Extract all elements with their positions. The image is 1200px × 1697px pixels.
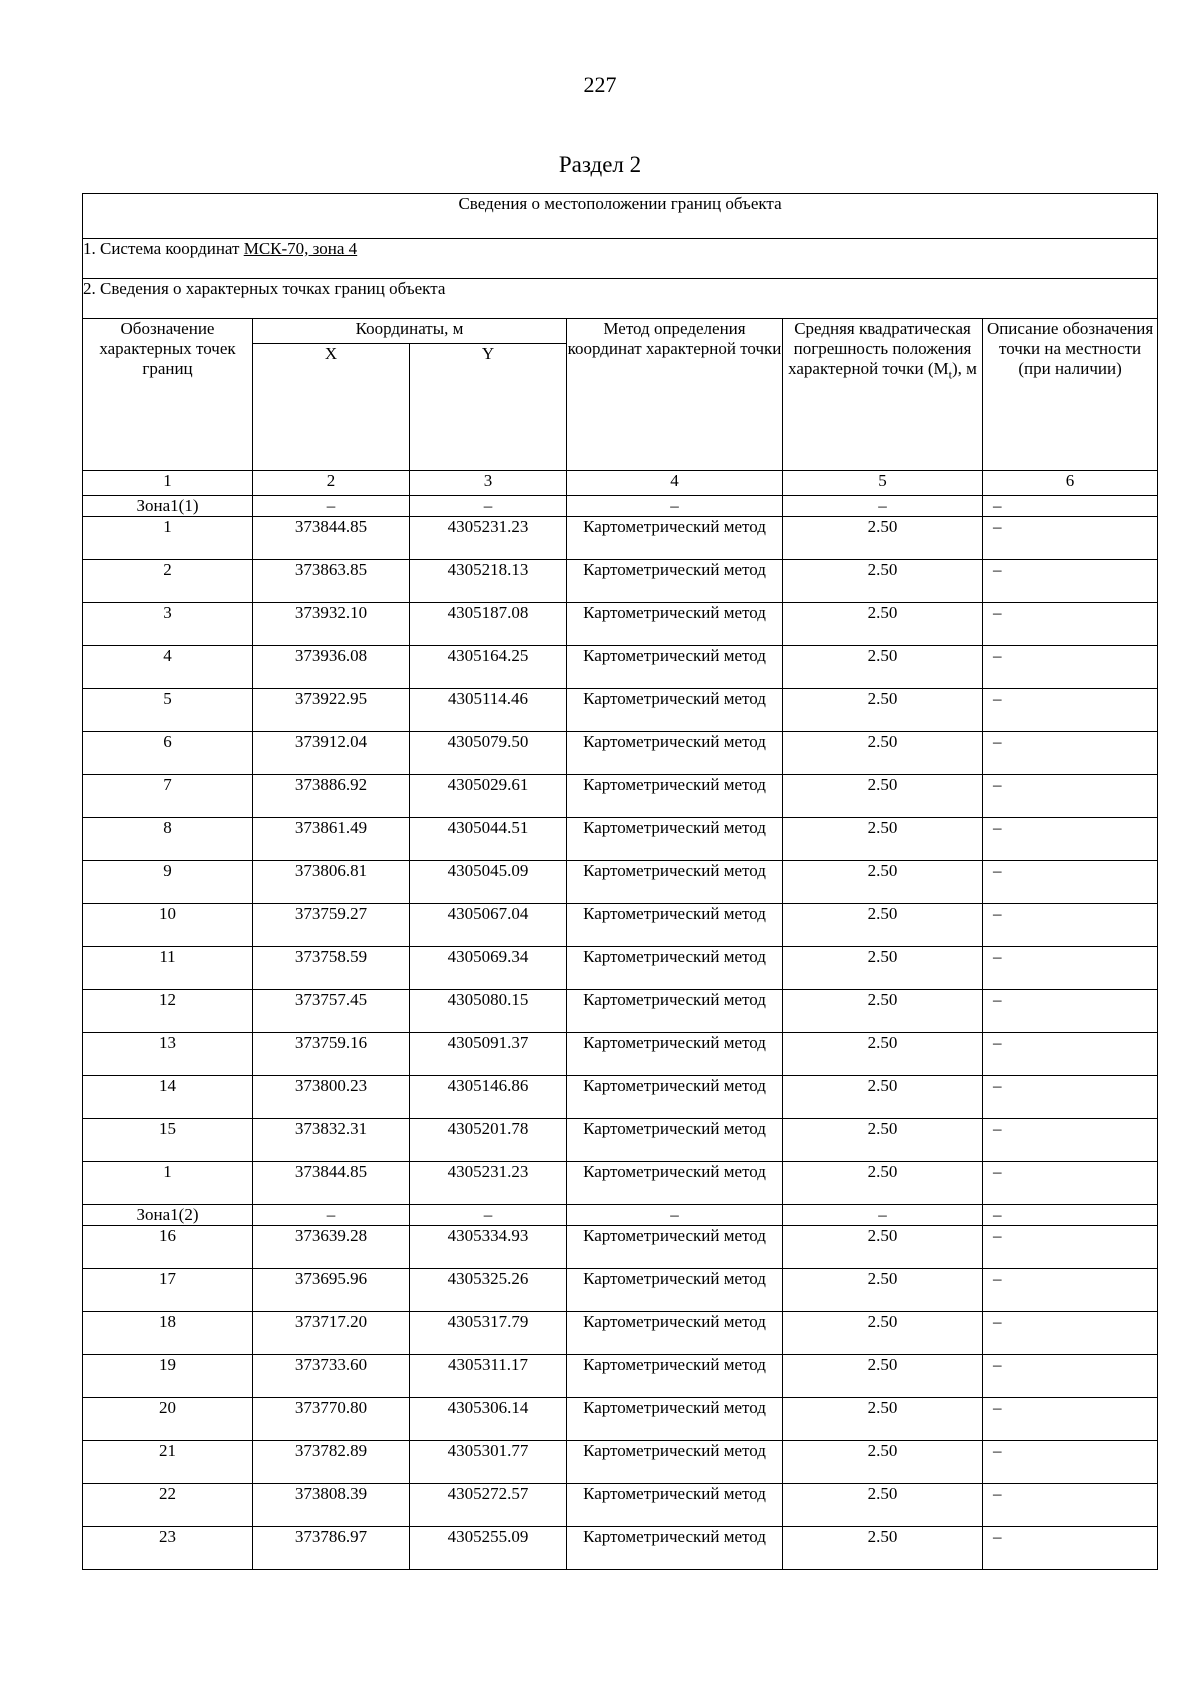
table-row <box>83 732 1158 775</box>
point-method: Картометрический метод <box>567 517 783 560</box>
point-x: 373770.80 <box>253 1398 410 1441</box>
table-row <box>83 1312 1158 1355</box>
point-number: 15 <box>83 1119 253 1162</box>
point-description: – <box>983 1119 1158 1162</box>
table-row <box>83 1527 1158 1570</box>
point-description: – <box>983 1484 1158 1527</box>
point-error: 2.50 <box>783 1312 983 1355</box>
zone-dash: – <box>253 1205 410 1226</box>
table-row <box>83 1355 1158 1398</box>
point-error: 2.50 <box>783 689 983 732</box>
header-designation: Обозначение характерных точек границ <box>83 319 253 471</box>
point-number: 11 <box>83 947 253 990</box>
column-number: 4 <box>567 471 783 496</box>
point-y: 4305146.86 <box>410 1076 567 1119</box>
point-description: – <box>983 904 1158 947</box>
header-error-text: Средняя квадратическая погрешность положения характерной точки (M <box>788 319 972 378</box>
zone-dash: – <box>783 496 983 517</box>
point-error: 2.50 <box>783 1441 983 1484</box>
point-x: 373922.95 <box>253 689 410 732</box>
point-y: 4305325.26 <box>410 1269 567 1312</box>
point-description: – <box>983 689 1158 732</box>
point-error: 2.50 <box>783 1269 983 1312</box>
point-x: 373786.97 <box>253 1527 410 1570</box>
column-number: 1 <box>83 471 253 496</box>
point-x: 373844.85 <box>253 517 410 560</box>
point-error: 2.50 <box>783 1226 983 1269</box>
point-description: – <box>983 517 1158 560</box>
point-error: 2.50 <box>783 732 983 775</box>
point-description: – <box>983 1033 1158 1076</box>
point-y: 4305317.79 <box>410 1312 567 1355</box>
header-y: Y <box>410 344 567 471</box>
point-number: 1 <box>83 517 253 560</box>
point-x: 373806.81 <box>253 861 410 904</box>
table-row <box>83 1033 1158 1076</box>
header-description: Описание обозначения точки на местности (при наличии) <box>983 319 1158 471</box>
point-x: 373808.39 <box>253 1484 410 1527</box>
point-method: Картометрический метод <box>567 1033 783 1076</box>
point-y: 4305044.51 <box>410 818 567 861</box>
point-description: – <box>983 603 1158 646</box>
page-number: 227 <box>583 72 617 97</box>
point-description: – <box>983 1076 1158 1119</box>
point-y: 4305069.34 <box>410 947 567 990</box>
point-method: Картометрический метод <box>567 1119 783 1162</box>
point-error: 2.50 <box>783 1076 983 1119</box>
point-number: 4 <box>83 646 253 689</box>
point-number: 20 <box>83 1398 253 1441</box>
point-description: – <box>983 1312 1158 1355</box>
point-error: 2.50 <box>783 775 983 818</box>
point-number: 7 <box>83 775 253 818</box>
point-method: Картометрический метод <box>567 1269 783 1312</box>
point-y: 4305201.78 <box>410 1119 567 1162</box>
point-description: – <box>983 732 1158 775</box>
point-x: 373695.96 <box>253 1269 410 1312</box>
point-error: 2.50 <box>783 1398 983 1441</box>
point-number: 13 <box>83 1033 253 1076</box>
point-method: Картометрический метод <box>567 689 783 732</box>
point-description: – <box>983 1226 1158 1269</box>
point-method: Картометрический метод <box>567 560 783 603</box>
header-coordinates: Координаты, м <box>253 319 567 344</box>
point-method: Картометрический метод <box>567 947 783 990</box>
point-x: 373759.16 <box>253 1033 410 1076</box>
section-title: Раздел 2 <box>558 152 642 177</box>
point-y: 4305218.13 <box>410 560 567 603</box>
point-method: Картометрический метод <box>567 904 783 947</box>
point-number: 9 <box>83 861 253 904</box>
point-number: 14 <box>83 1076 253 1119</box>
point-y: 4305306.14 <box>410 1398 567 1441</box>
point-x: 373936.08 <box>253 646 410 689</box>
point-method: Картометрический метод <box>567 861 783 904</box>
point-error: 2.50 <box>783 560 983 603</box>
point-method: Картометрический метод <box>567 1484 783 1527</box>
point-description: – <box>983 1162 1158 1205</box>
point-method: Картометрический метод <box>567 1398 783 1441</box>
header-x: X <box>253 344 410 471</box>
table-row <box>83 904 1158 947</box>
point-y: 4305301.77 <box>410 1441 567 1484</box>
point-x: 373932.10 <box>253 603 410 646</box>
point-y: 4305334.93 <box>410 1226 567 1269</box>
point-description: – <box>983 990 1158 1033</box>
point-error: 2.50 <box>783 1162 983 1205</box>
zone-dash: – <box>783 1205 983 1226</box>
point-y: 4305091.37 <box>410 1033 567 1076</box>
coordinate-system-label: 1. Система координат <box>83 239 244 258</box>
point-number: 22 <box>83 1484 253 1527</box>
point-description: – <box>983 1441 1158 1484</box>
point-error: 2.50 <box>783 1033 983 1076</box>
point-number: 23 <box>83 1527 253 1570</box>
point-y: 4305231.23 <box>410 1162 567 1205</box>
point-x: 373717.20 <box>253 1312 410 1355</box>
point-description: – <box>983 818 1158 861</box>
point-number: 12 <box>83 990 253 1033</box>
zone-dash: – <box>567 496 783 517</box>
point-description: – <box>983 775 1158 818</box>
zone-dash: – <box>983 1205 1158 1226</box>
point-error: 2.50 <box>783 818 983 861</box>
point-method: Картометрический метод <box>567 1527 783 1570</box>
point-x: 373757.45 <box>253 990 410 1033</box>
point-y: 4305114.46 <box>410 689 567 732</box>
boundary-points-table <box>82 193 1158 1570</box>
point-number: 16 <box>83 1226 253 1269</box>
point-y: 4305272.57 <box>410 1484 567 1527</box>
points-heading: 2. Сведения о характерных точках границ объекта <box>83 279 1158 319</box>
table-row <box>83 1269 1158 1312</box>
table-row <box>83 646 1158 689</box>
point-x: 373733.60 <box>253 1355 410 1398</box>
zone-row <box>83 1205 1158 1226</box>
point-x: 373863.85 <box>253 560 410 603</box>
point-method: Картометрический метод <box>567 603 783 646</box>
table-row <box>83 861 1158 904</box>
point-x: 373844.85 <box>253 1162 410 1205</box>
point-number: 6 <box>83 732 253 775</box>
zone-name: Зона1(2) <box>83 1205 253 1226</box>
table-row <box>83 1226 1158 1269</box>
table-row <box>83 1484 1158 1527</box>
point-description: – <box>983 1398 1158 1441</box>
table-row <box>83 990 1158 1033</box>
point-error: 2.50 <box>783 1355 983 1398</box>
point-y: 4305029.61 <box>410 775 567 818</box>
coordinate-system <box>83 239 1158 279</box>
table-row <box>83 1398 1158 1441</box>
table-row <box>83 1441 1158 1484</box>
point-description: – <box>983 947 1158 990</box>
point-method: Картометрический метод <box>567 1076 783 1119</box>
point-y: 4305231.23 <box>410 517 567 560</box>
point-x: 373758.59 <box>253 947 410 990</box>
table-row <box>83 1119 1158 1162</box>
point-description: – <box>983 1527 1158 1570</box>
coordinate-system-value: МСК-70, зона 4 <box>243 239 358 258</box>
point-method: Картометрический метод <box>567 1312 783 1355</box>
point-x: 373639.28 <box>253 1226 410 1269</box>
point-y: 4305255.09 <box>410 1527 567 1570</box>
point-number: 19 <box>83 1355 253 1398</box>
point-y: 4305080.15 <box>410 990 567 1033</box>
table-row <box>83 775 1158 818</box>
point-number: 17 <box>83 1269 253 1312</box>
point-error: 2.50 <box>783 517 983 560</box>
point-number: 3 <box>83 603 253 646</box>
point-y: 4305079.50 <box>410 732 567 775</box>
table-row <box>83 517 1158 560</box>
column-number: 2 <box>253 471 410 496</box>
column-number: 6 <box>983 471 1158 496</box>
point-description: – <box>983 1269 1158 1312</box>
point-error: 2.50 <box>783 947 983 990</box>
point-number: 10 <box>83 904 253 947</box>
point-y: 4305067.04 <box>410 904 567 947</box>
point-error: 2.50 <box>783 1527 983 1570</box>
point-y: 4305045.09 <box>410 861 567 904</box>
point-x: 373886.92 <box>253 775 410 818</box>
point-method: Картометрический метод <box>567 646 783 689</box>
point-x: 373912.04 <box>253 732 410 775</box>
point-x: 373800.23 <box>253 1076 410 1119</box>
point-y: 4305187.08 <box>410 603 567 646</box>
point-method: Картометрический метод <box>567 775 783 818</box>
point-error: 2.50 <box>783 1484 983 1527</box>
point-description: – <box>983 861 1158 904</box>
point-y: 4305311.17 <box>410 1355 567 1398</box>
table-row <box>83 1076 1158 1119</box>
point-number: 5 <box>83 689 253 732</box>
point-error: 2.50 <box>783 861 983 904</box>
header-error-subscript: t <box>948 367 952 382</box>
point-error: 2.50 <box>783 646 983 689</box>
point-description: – <box>983 1355 1158 1398</box>
table-row <box>83 603 1158 646</box>
table-title: Сведения о местоположении границ объекта <box>83 194 1158 239</box>
point-method: Картометрический метод <box>567 1226 783 1269</box>
point-number: 2 <box>83 560 253 603</box>
point-x: 373782.89 <box>253 1441 410 1484</box>
zone-dash: – <box>567 1205 783 1226</box>
table-row <box>83 947 1158 990</box>
header-method: Метод определения координат характерной точки <box>567 319 783 471</box>
point-y: 4305164.25 <box>410 646 567 689</box>
point-x: 373861.49 <box>253 818 410 861</box>
point-error: 2.50 <box>783 603 983 646</box>
point-x: 373759.27 <box>253 904 410 947</box>
point-method: Картометрический метод <box>567 818 783 861</box>
zone-name: Зона1(1) <box>83 496 253 517</box>
point-error: 2.50 <box>783 1119 983 1162</box>
point-method: Картометрический метод <box>567 732 783 775</box>
column-number: 3 <box>410 471 567 496</box>
point-description: – <box>983 560 1158 603</box>
table-row <box>83 560 1158 603</box>
column-number: 5 <box>783 471 983 496</box>
point-method: Картометрический метод <box>567 1355 783 1398</box>
point-number: 21 <box>83 1441 253 1484</box>
point-x: 373832.31 <box>253 1119 410 1162</box>
table-row <box>83 818 1158 861</box>
point-number: 1 <box>83 1162 253 1205</box>
point-description: – <box>983 646 1158 689</box>
zone-dash: – <box>410 496 567 517</box>
table-row <box>83 1162 1158 1205</box>
header-error <box>783 319 983 471</box>
zone-dash: – <box>253 496 410 517</box>
table-row <box>83 689 1158 732</box>
zone-dash: – <box>983 496 1158 517</box>
header-error-tail: ), м <box>951 359 977 378</box>
point-error: 2.50 <box>783 990 983 1033</box>
point-method: Картометрический метод <box>567 990 783 1033</box>
point-method: Картометрический метод <box>567 1441 783 1484</box>
zone-row <box>83 496 1158 517</box>
point-number: 18 <box>83 1312 253 1355</box>
point-method: Картометрический метод <box>567 1162 783 1205</box>
zone-dash: – <box>410 1205 567 1226</box>
point-error: 2.50 <box>783 904 983 947</box>
point-number: 8 <box>83 818 253 861</box>
